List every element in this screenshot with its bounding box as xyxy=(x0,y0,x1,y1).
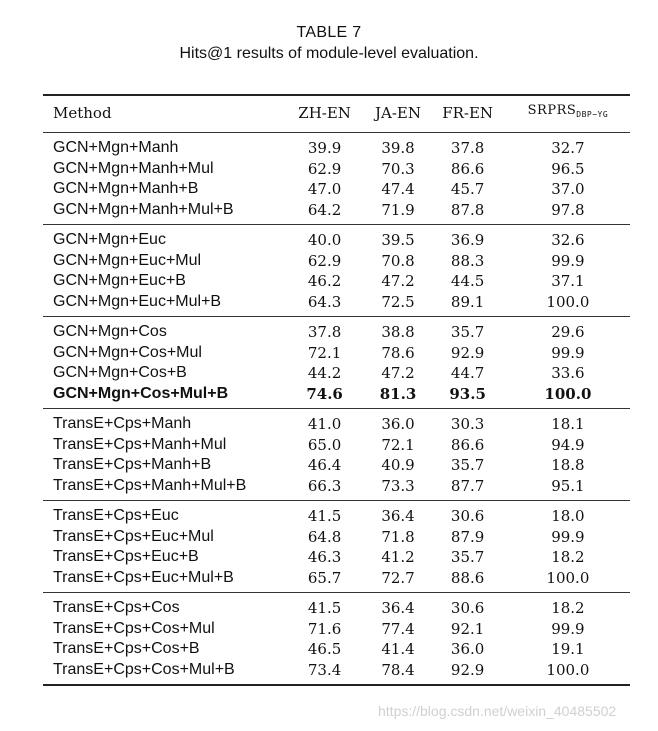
table-row xyxy=(43,317,630,343)
value-cell-srprs: 18.0 xyxy=(551,507,585,525)
value-cell-srprs: 97.8 xyxy=(551,200,585,219)
value-cell-fr-en: 86.6 xyxy=(450,435,485,454)
value-cell-fr-en: 44.7 xyxy=(450,364,485,382)
value-cell-ja-en: 40.9 xyxy=(381,456,415,474)
value-cell-zh-en: 40.0 xyxy=(307,231,342,249)
value-cell-ja-en: 77.4 xyxy=(381,619,415,638)
value-cell-fr-en: 88.3 xyxy=(450,251,485,270)
value-cell-fr-en: 37.8 xyxy=(450,139,485,157)
value-cell-srprs: 99.9 xyxy=(551,527,585,546)
table-row xyxy=(43,343,630,364)
value-cell-zh-en: 37.8 xyxy=(307,323,342,341)
value-cell-ja-en: 39.5 xyxy=(381,231,415,249)
table-row xyxy=(43,363,630,384)
method-cell: TransE+Cps+Euc+B xyxy=(53,548,199,565)
results-table xyxy=(43,94,630,686)
value-cell-srprs: 99.9 xyxy=(551,251,585,270)
table-number: TABLE 7 xyxy=(296,24,362,41)
table-row xyxy=(43,251,630,272)
value-cell-ja-en: 47.2 xyxy=(381,364,415,382)
value-cell-zh-en: 41.0 xyxy=(307,415,342,433)
value-cell-zh-en: 44.2 xyxy=(307,364,342,382)
table-row xyxy=(43,476,630,501)
method-cell: GCN+Mgn+Manh+Mul+B xyxy=(53,200,234,218)
value-cell-zh-en: 41.5 xyxy=(307,507,342,525)
method-cell: GCN+Mgn+Euc+Mul xyxy=(53,251,202,269)
value-cell-srprs: 18.2 xyxy=(551,548,585,566)
value-cell-ja-en: 47.4 xyxy=(381,180,415,198)
method-cell: GCN+Mgn+Cos+Mul+B xyxy=(53,384,229,402)
value-cell-zh-en: 66.3 xyxy=(307,476,342,495)
value-cell-zh-en: 64.8 xyxy=(307,527,342,546)
header-fr-en: FR-EN xyxy=(429,95,505,133)
value-cell-fr-en: 35.7 xyxy=(450,323,485,341)
value-cell-ja-en: 73.3 xyxy=(381,476,415,495)
table-row xyxy=(43,271,630,292)
value-cell-ja-en: 47.2 xyxy=(381,272,415,290)
header-method: Method xyxy=(43,95,283,133)
value-cell-srprs: 99.9 xyxy=(551,343,585,362)
value-cell-ja-en: 72.1 xyxy=(381,435,415,454)
value-cell-zh-en: 46.3 xyxy=(307,548,342,566)
table-row xyxy=(43,200,630,225)
method-cell: GCN+Mgn+Manh+B xyxy=(53,180,199,197)
table-row xyxy=(43,225,630,251)
value-cell-fr-en: 35.7 xyxy=(450,548,485,566)
method-cell: TransE+Cps+Euc+Mul+B xyxy=(53,568,234,586)
value-cell-srprs: 32.6 xyxy=(551,231,585,249)
value-cell-srprs: 18.2 xyxy=(551,599,585,617)
value-cell-srprs: 18.8 xyxy=(551,456,585,474)
value-cell-srprs: 100.0 xyxy=(546,660,590,679)
method-cell: TransE+Cps+Cos+Mul xyxy=(53,619,215,637)
value-cell-zh-en: 64.3 xyxy=(307,292,342,311)
value-cell-fr-en: 30.3 xyxy=(450,415,485,433)
table-row xyxy=(43,384,630,409)
value-cell-srprs: 96.5 xyxy=(551,159,585,178)
value-cell-ja-en: 78.4 xyxy=(381,660,415,679)
value-cell-ja-en: 70.8 xyxy=(381,251,415,270)
value-cell-srprs: 99.9 xyxy=(551,619,585,638)
table-row xyxy=(43,527,630,548)
value-cell-ja-en: 36.4 xyxy=(381,599,415,617)
table-caption: Hits@1 results of module-level evaluation. xyxy=(179,45,479,62)
value-cell-ja-en: 39.8 xyxy=(381,139,415,157)
value-cell-fr-en: 45.7 xyxy=(450,180,485,198)
value-cell-ja-en: 78.6 xyxy=(381,343,415,362)
value-cell-srprs: 95.1 xyxy=(551,476,585,495)
row-group xyxy=(43,593,630,686)
method-cell: GCN+Mgn+Cos+B xyxy=(53,364,187,381)
value-cell-ja-en: 36.0 xyxy=(381,415,415,433)
header-row xyxy=(43,95,630,133)
table-row xyxy=(43,133,630,159)
method-cell: GCN+Mgn+Cos xyxy=(53,323,167,340)
value-cell-ja-en: 36.4 xyxy=(381,507,415,525)
method-cell: GCN+Mgn+Cos+Mul xyxy=(53,343,202,361)
value-cell-zh-en: 62.9 xyxy=(307,251,342,270)
header-srprs xyxy=(506,95,630,133)
method-cell: GCN+Mgn+Manh xyxy=(53,139,179,156)
table-row xyxy=(43,179,630,200)
table-row xyxy=(43,593,630,619)
value-cell-srprs: 33.6 xyxy=(551,364,585,382)
method-cell: TransE+Cps+Cos+Mul+B xyxy=(53,660,235,678)
table-row xyxy=(43,455,630,476)
table-row xyxy=(43,660,630,686)
table-row xyxy=(43,547,630,568)
value-cell-fr-en: 89.1 xyxy=(450,292,485,311)
table-row xyxy=(43,409,630,435)
value-cell-zh-en: 46.4 xyxy=(307,456,342,474)
value-cell-srprs: 94.9 xyxy=(551,435,585,454)
method-cell: TransE+Cps+Manh+B xyxy=(53,456,212,473)
value-cell-zh-en: 65.7 xyxy=(307,568,342,587)
header-srprs-subscript: DBP−YG xyxy=(576,110,609,119)
method-cell: TransE+Cps+Cos+B xyxy=(53,640,200,657)
value-cell-fr-en: 92.1 xyxy=(450,619,485,638)
value-cell-srprs: 18.1 xyxy=(551,415,585,433)
method-cell: TransE+Cps+Manh+Mul xyxy=(53,435,227,453)
method-cell: TransE+Cps+Euc xyxy=(53,507,179,524)
table-row xyxy=(43,568,630,593)
value-cell-zh-en: 39.9 xyxy=(307,139,342,157)
value-cell-fr-en: 92.9 xyxy=(450,660,485,679)
row-group xyxy=(43,501,630,593)
value-cell-zh-en: 47.0 xyxy=(307,180,342,198)
value-cell-fr-en: 44.5 xyxy=(450,272,485,290)
value-cell-srprs: 37.1 xyxy=(551,272,585,290)
value-cell-srprs: 100.0 xyxy=(544,384,592,403)
value-cell-zh-en: 46.5 xyxy=(307,640,342,658)
value-cell-zh-en: 72.1 xyxy=(307,343,342,362)
table-header xyxy=(43,95,630,133)
value-cell-ja-en: 70.3 xyxy=(381,159,415,178)
value-cell-fr-en: 35.7 xyxy=(450,456,485,474)
value-cell-ja-en: 72.7 xyxy=(381,568,415,587)
row-group xyxy=(43,225,630,317)
value-cell-zh-en: 73.4 xyxy=(307,660,342,679)
value-cell-ja-en: 71.8 xyxy=(381,527,415,546)
method-cell: GCN+Mgn+Euc+B xyxy=(53,272,186,289)
value-cell-fr-en: 30.6 xyxy=(450,599,485,617)
table-row xyxy=(43,639,630,660)
table-row xyxy=(43,619,630,640)
value-cell-srprs: 100.0 xyxy=(546,292,590,311)
value-cell-zh-en: 62.9 xyxy=(307,159,342,178)
method-cell: TransE+Cps+Manh+Mul+B xyxy=(53,476,247,494)
method-cell: GCN+Mgn+Manh+Mul xyxy=(53,159,214,177)
method-cell: TransE+Cps+Cos xyxy=(53,599,180,616)
table-row xyxy=(43,501,630,527)
value-cell-fr-en: 36.0 xyxy=(450,640,485,658)
method-cell: TransE+Cps+Manh xyxy=(53,415,192,432)
value-cell-fr-en: 30.6 xyxy=(450,507,485,525)
table-row xyxy=(43,292,630,317)
row-group xyxy=(43,317,630,409)
value-cell-srprs: 37.0 xyxy=(551,180,585,198)
row-group xyxy=(43,133,630,225)
method-cell: GCN+Mgn+Euc+Mul+B xyxy=(53,292,222,310)
value-cell-srprs: 19.1 xyxy=(551,640,585,658)
row-group xyxy=(43,409,630,501)
value-cell-srprs: 32.7 xyxy=(551,139,585,157)
value-cell-ja-en: 38.8 xyxy=(381,323,415,341)
value-cell-ja-en: 72.5 xyxy=(381,292,415,311)
value-cell-zh-en: 64.2 xyxy=(307,200,342,219)
value-cell-zh-en: 46.2 xyxy=(307,272,342,290)
header-ja-en: JA-EN xyxy=(367,95,430,133)
table-row xyxy=(43,159,630,180)
value-cell-fr-en: 92.9 xyxy=(450,343,485,362)
value-cell-srprs: 100.0 xyxy=(546,568,590,587)
value-cell-zh-en: 74.6 xyxy=(306,384,343,403)
value-cell-fr-en: 87.9 xyxy=(450,527,485,546)
header-zh-en: ZH-EN xyxy=(283,95,367,133)
value-cell-ja-en: 41.2 xyxy=(381,548,415,566)
value-cell-fr-en: 86.6 xyxy=(450,159,485,178)
value-cell-zh-en: 41.5 xyxy=(307,599,342,617)
value-cell-fr-en: 88.6 xyxy=(450,568,485,587)
value-cell-fr-en: 36.9 xyxy=(450,231,485,249)
value-cell-srprs: 29.6 xyxy=(551,323,585,341)
value-cell-ja-en: 81.3 xyxy=(379,384,417,403)
table-row xyxy=(43,435,630,456)
value-cell-ja-en: 71.9 xyxy=(381,200,415,219)
method-cell: TransE+Cps+Euc+Mul xyxy=(53,527,214,545)
watermark: https://blog.csdn.net/weixin_40485502 xyxy=(378,703,617,719)
header-srprs-label: SRPRS xyxy=(527,103,577,118)
value-cell-zh-en: 71.6 xyxy=(307,619,342,638)
value-cell-fr-en: 87.8 xyxy=(450,200,485,219)
method-cell: GCN+Mgn+Euc xyxy=(53,231,166,248)
value-cell-fr-en: 93.5 xyxy=(449,384,486,403)
value-cell-fr-en: 87.7 xyxy=(450,476,485,495)
value-cell-zh-en: 65.0 xyxy=(307,435,342,454)
value-cell-ja-en: 41.4 xyxy=(381,640,415,658)
